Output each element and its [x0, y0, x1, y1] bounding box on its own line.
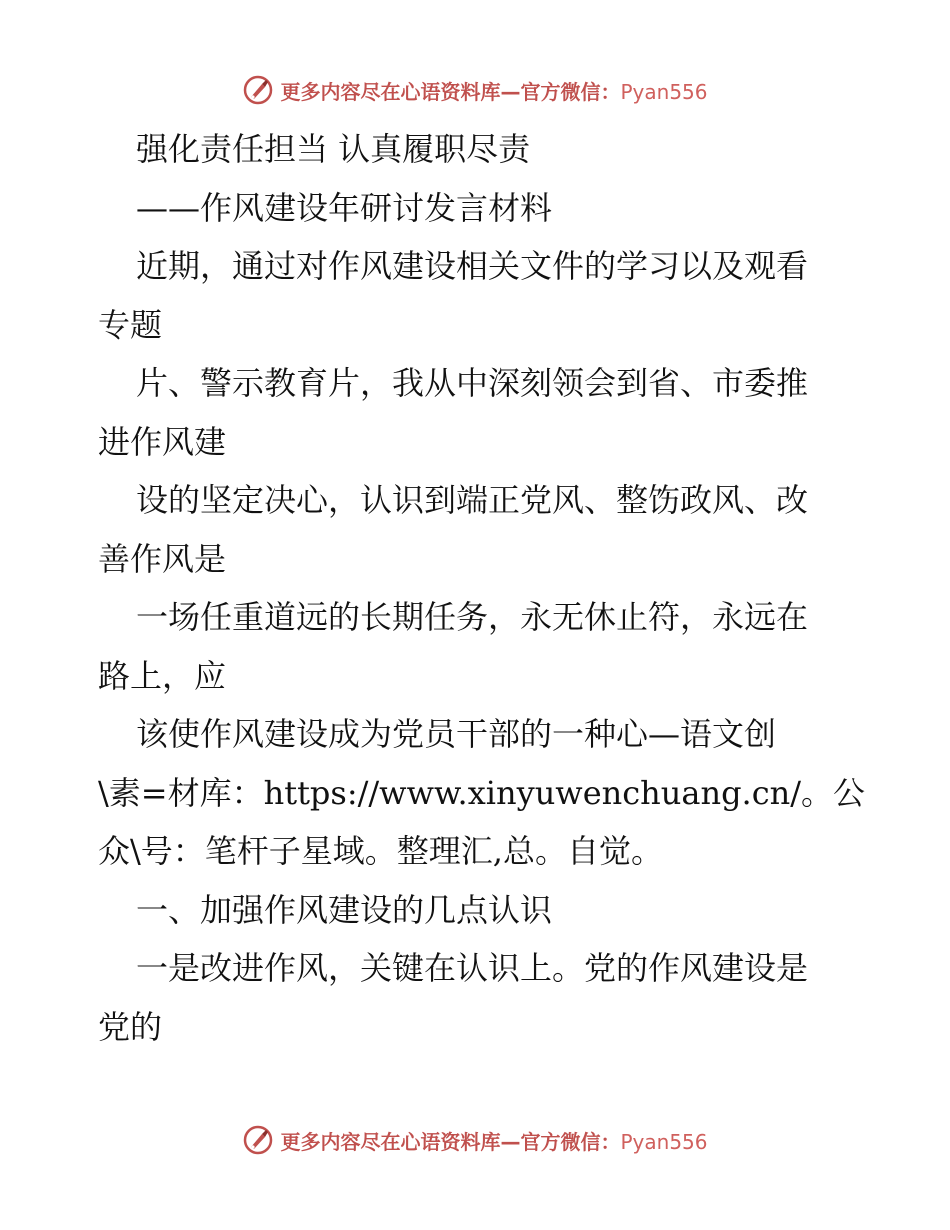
text-line: 设的坚定决心，认识到端正党风、整饬政风、改: [136, 481, 809, 519]
text-line: 一是改进作风，关键在认识上。党的作风建设是: [136, 949, 809, 987]
text-line: 一、加强作风建设的几点认识: [136, 890, 553, 929]
watermark-banner-top: [0, 70, 950, 110]
text-line: 该使作风建设成为党员干部的一种心—语文创: [136, 715, 777, 753]
text-line: \素=材库：https://www.xinyuwenchuang.cn/。公: [98, 773, 866, 812]
text-line: 强化责任担当 认真履职尽责: [136, 130, 531, 168]
text-line: 党的: [98, 1007, 163, 1046]
watermark-text: 更多内容尽在心语资料库—官方微信：Pyan556: [280, 1129, 708, 1154]
watermark-text: 更多内容尽在心语资料库—官方微信：Pyan556: [280, 79, 708, 104]
text-line: 专题: [98, 305, 163, 344]
text-line: 片、警示教育片，我从中深刻领会到省、市委推: [136, 364, 809, 402]
text-line: 近期，通过对作风建设相关文件的学习以及观看: [136, 247, 809, 285]
document-body: [98, 120, 866, 1056]
text-line: 一场任重道远的长期任务，永无休止符，永远在: [136, 598, 809, 636]
text-line: 众\号：笔杆子星域。整理汇,总。自觉。: [98, 832, 663, 870]
pen-nib-circle-icon: [242, 74, 274, 106]
text-line: 善作风是: [98, 539, 227, 578]
text-line: 路上，应: [98, 656, 227, 695]
text-line: 进作风建: [98, 422, 227, 461]
pen-nib-circle-icon: [242, 1124, 274, 1156]
watermark-banner-bottom: [0, 1120, 950, 1160]
watermark-handle: Pyan556: [620, 79, 708, 104]
text-line: ——作风建设年研讨发言材料: [136, 188, 553, 227]
watermark-handle: Pyan556: [620, 1129, 708, 1154]
